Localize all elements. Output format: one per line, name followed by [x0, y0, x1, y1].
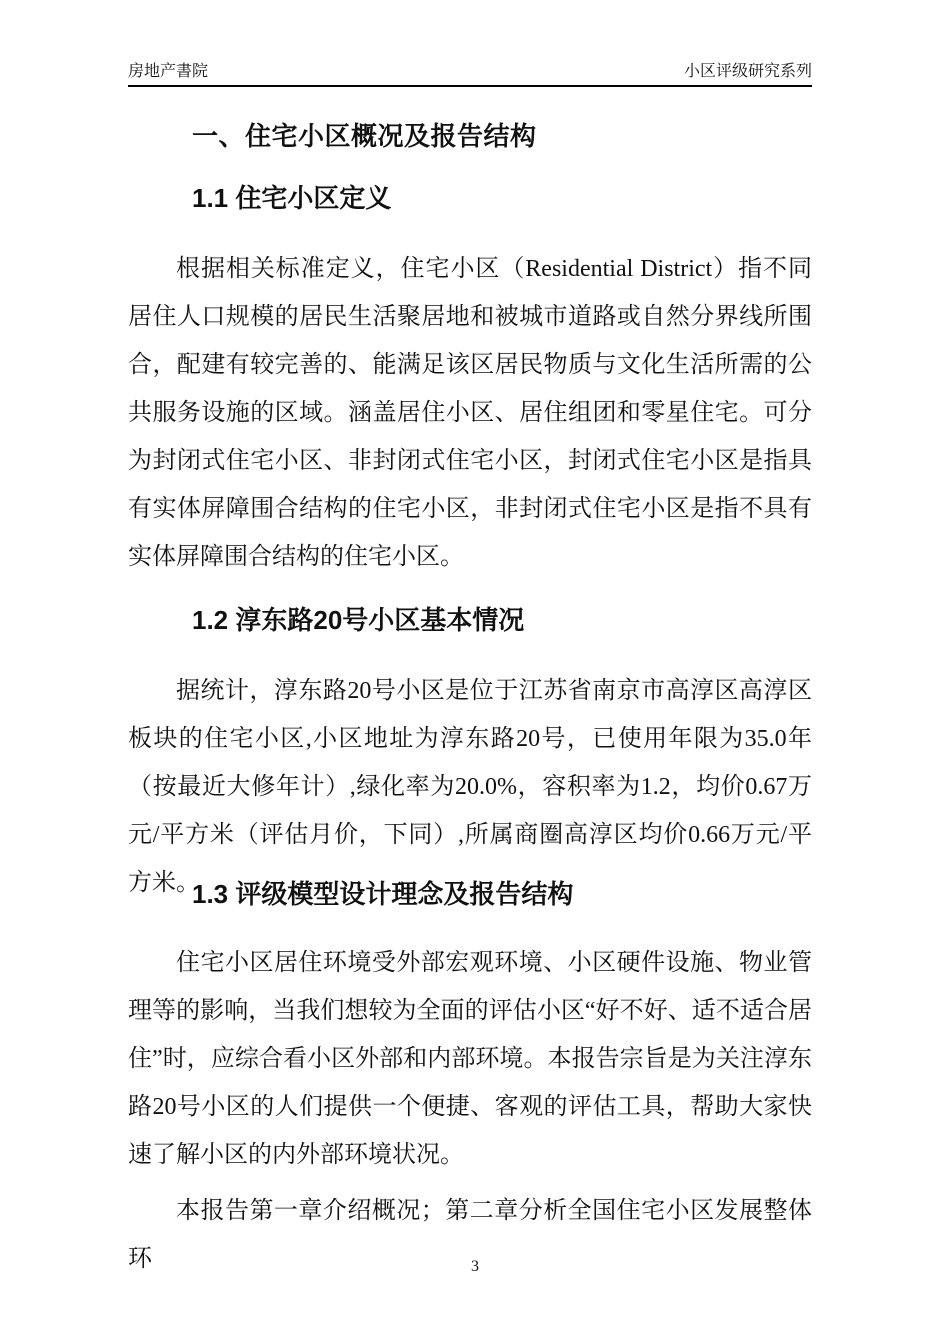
- section-1-3-body: [128, 939, 812, 1283]
- section-1-2-body: [128, 667, 812, 907]
- section-heading-1-2: 1.2 淳东路20号小区基本情况: [192, 605, 525, 635]
- paragraph: 住宅小区居住环境受外部宏观环境、小区硬件设施、物业管理等的影响，当我们想较为全面的评估小区“好不好、适不适合居住”时，应综合看小区外部和内部环境。本报告宗旨是为关注淳东路20号小区的人们提供一个便捷、客观的评估工具，帮助大家快速了解小区的内外部环境状况。: [128, 950, 812, 1168]
- section-heading-1-1: 1.1 住宅小区定义: [192, 183, 392, 213]
- page-header: [128, 62, 812, 87]
- paragraph: 据统计，淳东路20号小区是位于江苏省南京市高淳区高淳区板块的住宅小区,小区地址为淳东路20号，已使用年限为35.0年（按最近大修年计）,绿化率为20.0%，容积率为1.2，均价0.67万元/平方米（评估月价，下同）,所属商圈高淳区均价0.66万元/平方米。: [128, 678, 812, 896]
- page-footer: [0, 1257, 950, 1277]
- paragraph: 根据相关标准定义，住宅小区（Residential District）指不同居住人口规模的居民生活聚居地和被城市道路或自然分界线所围合，配建有较完善的、能满足该区居民物质与文化生活所需的公共服务设施的区域。涵盖居住小区、居住组团和零星住宅。可分为封闭式住宅小区、非封闭式住宅小区，封闭式住宅小区是指具有实体屏障围合结构的住宅小区，非封闭式住宅小区是指不具有实体屏障围合结构的住宅小区。: [128, 256, 812, 570]
- section-heading-1-3: 1.3 评级模型设计理念及报告结构: [192, 879, 574, 909]
- header-right-text: 小区评级研究系列: [683, 63, 812, 80]
- page-number: 3: [471, 1258, 479, 1275]
- header-left-text: 房地产書院: [128, 63, 209, 80]
- chapter-title: 一、住宅小区概况及报告结构: [192, 121, 537, 151]
- paragraph: 本报告第一章介绍概况；第二章分析全国住宅小区发展整体环: [128, 1198, 812, 1272]
- section-1-1-body: [128, 245, 812, 581]
